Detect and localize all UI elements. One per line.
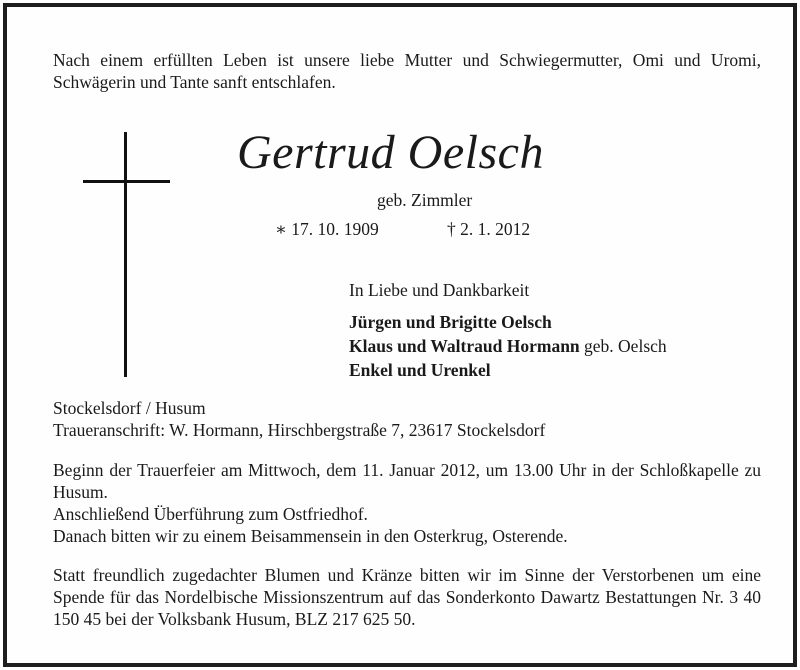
birth-date: ∗ 17. 10. 1909 (275, 219, 379, 239)
deceased-name: Gertrud Oelsch (237, 126, 544, 179)
mourner-names: Klaus und Waltraud Hormann (349, 336, 580, 356)
death-date: † 2. 1. 2012 (447, 219, 531, 239)
mourner-line: Enkel und Urenkel (349, 360, 491, 380)
cross-icon-bar (83, 180, 170, 183)
cross-icon (124, 132, 127, 377)
location-block (53, 397, 761, 441)
ceremony-transfer: Anschließend Überführung zum Ostfriedhof. (53, 504, 368, 524)
ceremony-block (53, 459, 761, 547)
mourners-list (349, 310, 667, 382)
obituary-notice (3, 3, 797, 667)
donation-request: Statt freundlich zugedachter Blumen und Kränze bitten wir im Sinne der Verstorbenen um eine Spende für das Nordelbische Missionszentrum auf das Sonderkonto Dawartz Bestattungen Nr. 3 40 150 45 bei der Volksbank Husum, BLZ 217 625 50. (53, 565, 761, 629)
mourner-line (349, 334, 667, 358)
ceremony-time: Beginn der Trauerfeier am Mittwoch, dem 11. Januar 2012, um 13.00 Uhr in der Schloßkapelle zu Husum. (53, 460, 761, 502)
location: Stockelsdorf / Husum (53, 398, 206, 418)
ceremony-gathering: Danach bitten wir zu einem Beisammensein in den Osterkrug, Osterende. (53, 526, 568, 546)
mourner-line: Jürgen und Brigitte Oelsch (349, 312, 552, 332)
maiden-name: geb. Zimmler (377, 190, 473, 210)
mourner-maiden: geb. Oelsch (579, 336, 667, 356)
mourning-address: Traueranschrift: W. Hormann, Hirschbergstraße 7, 23617 Stockelsdorf (53, 420, 546, 440)
intro-text: Nach einem erfüllten Leben ist unsere liebe Mutter und Schwiegermutter, Omi und Uromi, Schwägerin und Tante sanft entschlafen. (53, 50, 761, 92)
mourners-intro: In Liebe und Dankbarkeit (349, 280, 530, 300)
